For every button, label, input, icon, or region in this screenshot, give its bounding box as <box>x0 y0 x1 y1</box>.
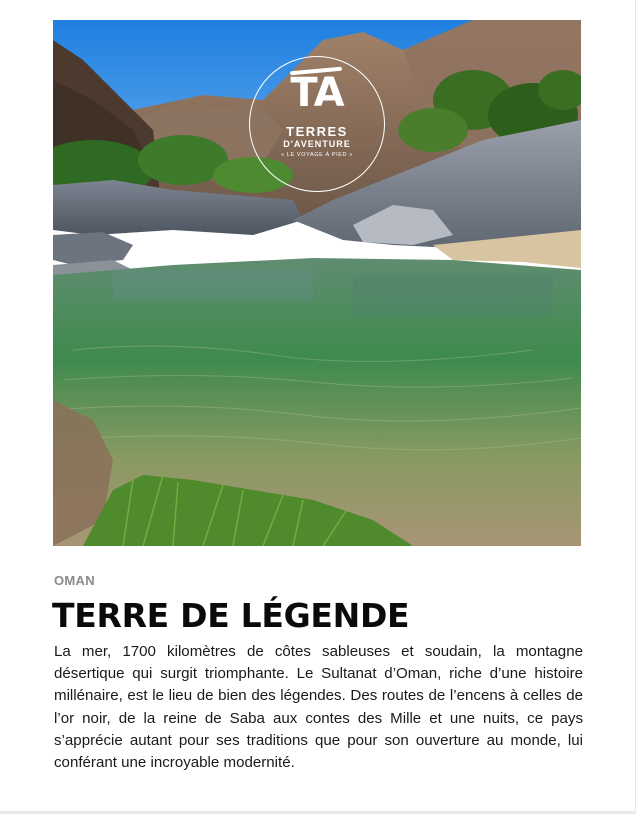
article-title: TERRE DE LÉGENDE <box>52 596 410 635</box>
logo-monogram: TA <box>290 70 344 116</box>
article-body: La mer, 1700 kilomètres de côtes sableuses et soudain, la montagne désertique qui surgit triomphante. Le Sultanat d’Oman, riche d’une histoire millénaire, est le lieu de bien des légendes. Des routes de l’encens à celles de l’or noir, de la reine de Saba aux contes des Mille et une nuits, ce pays s’apprécie autant pour ses traditions que pour son ouverture au monde, lui conférant une incroyable modernité. <box>54 643 583 772</box>
article-kicker: OMAN <box>54 573 95 588</box>
logo-brand-line1: TERRES <box>286 124 348 139</box>
logo-brand-line2: D'AVENTURE <box>283 139 351 149</box>
terres-daventure-logo <box>249 56 385 192</box>
logo-tagline: « LE VOYAGE À PIED » <box>281 152 353 158</box>
hero-photo <box>53 20 581 546</box>
